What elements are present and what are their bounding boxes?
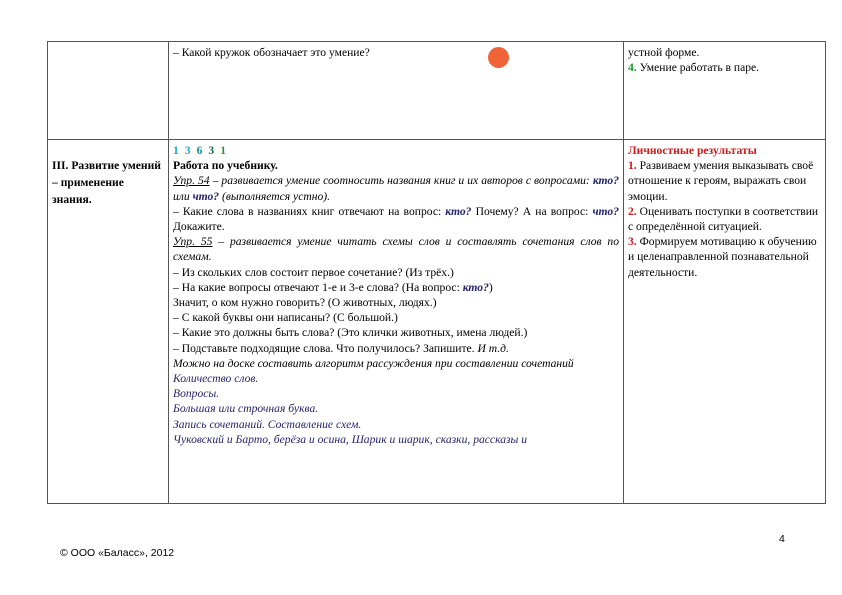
text-fragment: Почему? А на вопрос:	[471, 204, 593, 218]
stage-title: III. Развитие умений – применение знания.	[52, 159, 161, 206]
algorithm-step: Вопросы.	[173, 387, 220, 401]
table-row	[48, 140, 826, 504]
result-item	[628, 204, 821, 234]
result-number: 3.	[628, 235, 637, 249]
exercise-label: Упр. 54	[173, 174, 210, 188]
question-word: кто?	[445, 204, 472, 218]
text-fragment: Докажите.	[173, 220, 225, 234]
algorithm-step: Количество слов.	[173, 372, 259, 386]
sequence-number: 3	[208, 144, 215, 157]
question-text: – Какой кружок обозначает это умение?	[173, 46, 370, 59]
result-item	[628, 158, 821, 204]
stage-cell-empty	[48, 42, 169, 140]
table-row	[48, 42, 826, 140]
exercise-label: Упр. 55	[173, 235, 213, 249]
text-fragment: – Подставьте подходящие слова. Что получилось? Запишите.	[173, 341, 478, 355]
text-fragment: )	[488, 280, 493, 294]
section-heading: Работа по учебнику.	[173, 159, 278, 173]
sequence-number: 1	[220, 144, 226, 157]
exercise-54	[173, 173, 619, 203]
question-line	[173, 280, 619, 295]
question-line	[173, 204, 619, 234]
sequence-number: 1	[173, 144, 179, 157]
text-fragment: И т.д.	[477, 341, 509, 355]
text-fragment: (выполняется устно).	[219, 189, 331, 203]
board-note: Можно на доске составить алгоритм рассуждения при составлении сочетаний	[173, 356, 574, 370]
algorithm-step: Запись сочетаний. Составление схем.	[173, 417, 362, 431]
result-text: Оценивать поступки в соответствии с определённой ситуацией.	[628, 204, 819, 234]
exercise-55	[173, 234, 619, 264]
question-word: что?	[592, 204, 619, 218]
results-cell	[624, 42, 826, 140]
result-text: Развиваем умения выказывать своё отношение к героям, выражать свои эмоции.	[628, 159, 814, 203]
copyright-footer: © ООО «Баласс», 2012	[60, 547, 175, 559]
result-number: 4.	[628, 61, 637, 75]
result-text: Умение работать в паре.	[639, 61, 760, 75]
result-text: устной форме.	[628, 46, 700, 59]
activity-cell	[169, 42, 624, 140]
question-line: – Из скольких слов состоит первое сочетание? (Из трёх.)	[173, 265, 454, 279]
question-word: кто?	[592, 174, 619, 188]
exercise-description: – развивается умение читать схемы слов и составлять сочетания слов по схемам.	[173, 235, 619, 264]
lesson-plan-table	[47, 41, 826, 504]
stage-cell	[48, 140, 169, 504]
question-line: – С какой буквы они написаны? (С большой.)	[173, 311, 398, 325]
result-text: Формируем мотивацию к обучению и целенаправленной познавательной деятельности.	[628, 235, 817, 279]
result-item	[628, 60, 821, 75]
results-cell	[624, 140, 826, 504]
question-line: – Какие это должны быть слова? (Это клички животных, имена людей.)	[173, 326, 528, 340]
result-number: 2.	[628, 204, 637, 218]
result-number: 1.	[628, 159, 637, 173]
results-title: Личностные результаты	[628, 144, 757, 157]
sequence-number: 3	[184, 144, 191, 157]
text-fragment: – Какие слова в названиях книг отвечают на вопрос:	[173, 204, 446, 218]
question-word: что?	[192, 189, 220, 203]
text-fragment: или	[173, 189, 193, 203]
orange-circle-marker	[488, 47, 509, 68]
result-item	[628, 234, 821, 280]
question-line: Значит, о ком нужно говорить? (О животных, людях.)	[173, 296, 437, 310]
question-word: кто?	[462, 280, 489, 294]
question-line	[173, 341, 619, 356]
algorithm-step: Чуковский и Барто, берёза и осина, Шарик и шарик, сказки, рассказы и	[173, 432, 528, 446]
circle-sequence	[173, 143, 619, 158]
exercise-description: – развивается умение соотносить названия книг и их авторов с вопросами:	[209, 174, 593, 188]
text-fragment: – На какие вопросы отвечают 1-е и 3-е слова? (На вопрос:	[173, 280, 463, 294]
algorithm-step: Большая или строчная буква.	[173, 402, 319, 416]
page-number: 4	[779, 533, 785, 545]
activity-cell	[169, 140, 624, 504]
sequence-number: 6	[196, 144, 203, 157]
